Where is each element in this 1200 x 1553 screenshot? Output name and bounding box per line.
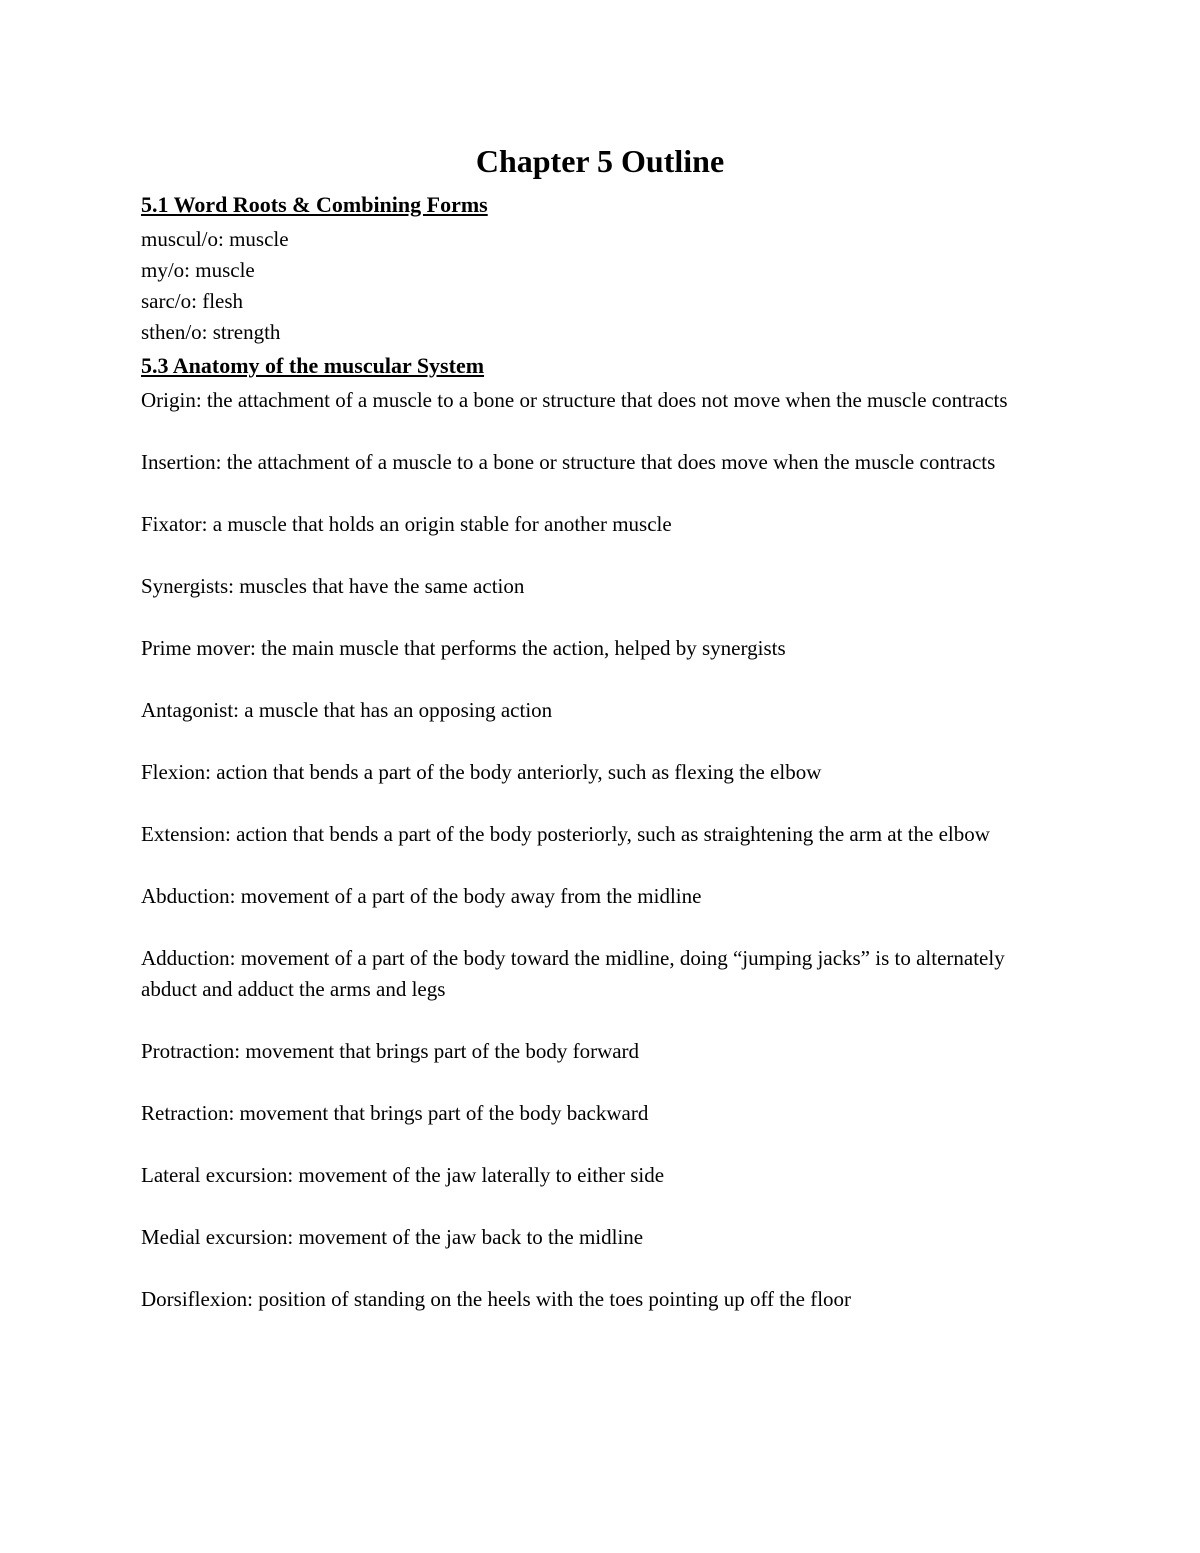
definition-fixator: Fixator: a muscle that holds an origin stable for another muscle <box>141 512 672 536</box>
list-item: my/o: muscle <box>141 258 255 282</box>
list-item: sthen/o: strength <box>141 320 281 344</box>
section-heading-word-roots: 5.1 Word Roots & Combining Forms <box>141 192 488 217</box>
definition-flexion: Flexion: action that bends a part of the body anteriorly, such as flexing the elbow <box>141 760 822 784</box>
definition-antagonist: Antagonist: a muscle that has an opposing action <box>141 698 553 722</box>
word-roots-list <box>141 224 1041 348</box>
definition-protraction: Protraction: movement that brings part of the body forward <box>141 1039 640 1063</box>
definition-adduction: Adduction: movement of a part of the body toward the midline, doing “jumping jacks” is to alternately abduct and adduct the arms and legs <box>141 946 1005 1001</box>
section-heading-anatomy: 5.3 Anatomy of the muscular System <box>141 353 485 378</box>
list-item: muscul/o: muscle <box>141 227 289 251</box>
definition-prime-mover: Prime mover: the main muscle that performs the action, helped by synergists <box>141 636 786 660</box>
page-title: Chapter 5 Outline <box>475 143 725 179</box>
definition-origin: Origin: the attachment of a muscle to a bone or structure that does not move when the muscle contracts <box>141 388 1008 412</box>
definition-lateral-excursion: Lateral excursion: movement of the jaw laterally to either side <box>141 1163 665 1187</box>
definition-extension: Extension: action that bends a part of the body posteriorly, such as straightening the arm at the elbow <box>141 822 990 846</box>
definition-synergists: Synergists: muscles that have the same action <box>141 574 525 598</box>
definition-insertion: Insertion: the attachment of a muscle to a bone or structure that does move when the muscle contracts <box>141 450 996 474</box>
anatomy-definitions-list <box>141 385 1041 1346</box>
definition-abduction: Abduction: movement of a part of the body away from the midline <box>141 884 702 908</box>
list-item: sarc/o: flesh <box>141 289 244 313</box>
definition-medial-excursion: Medial excursion: movement of the jaw back to the midline <box>141 1225 644 1249</box>
definition-dorsiflexion: Dorsiflexion: position of standing on the heels with the toes pointing up off the floor <box>141 1287 852 1311</box>
definition-retraction: Retraction: movement that brings part of the body backward <box>141 1101 649 1125</box>
